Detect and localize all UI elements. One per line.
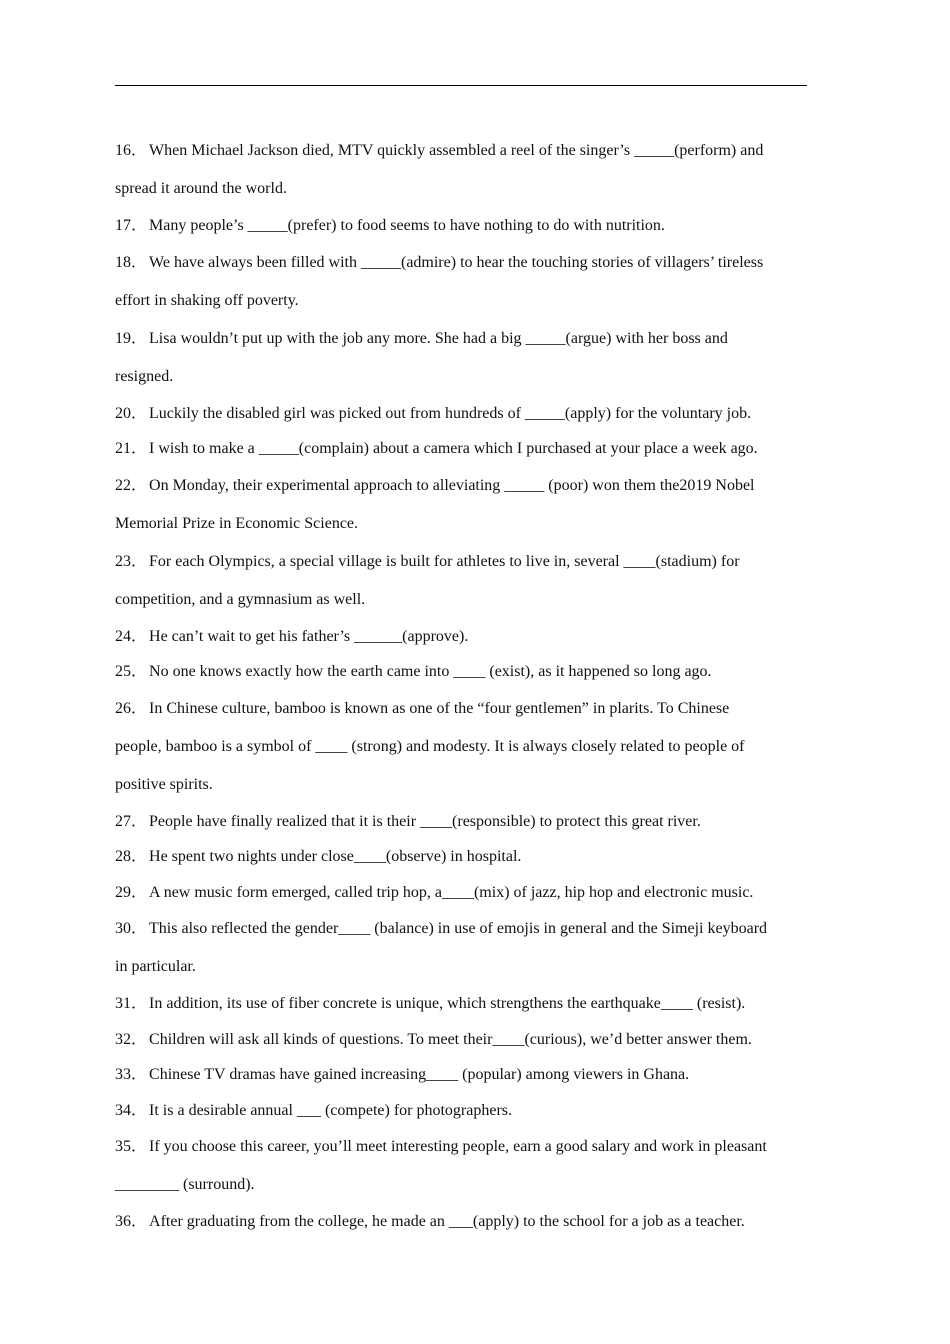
question-18: [115, 244, 815, 320]
question-text: effort in shaking off poverty.: [115, 291, 299, 309]
question-number: 21．: [115, 440, 148, 457]
question-17: [115, 208, 815, 244]
question-number: 35．: [115, 1138, 148, 1155]
question-number: 19．: [115, 329, 148, 347]
question-number: 31．: [115, 995, 148, 1012]
question-text: in particular.: [115, 958, 196, 975]
question-21: [115, 431, 815, 467]
question-text: Many people’s _____(prefer) to food seems to have nothing to do with nutrition.: [149, 217, 665, 234]
question-25: [115, 654, 815, 690]
question-number: 20．: [115, 404, 148, 422]
question-31: [115, 986, 815, 1022]
question-text: For each Olympics, a special village is built for athletes to live in, several ____(stadium) for: [149, 552, 740, 570]
question-text: When Michael Jackson died, MTV quickly assembled a reel of the singer’s _____(perform) and: [149, 142, 764, 159]
question-number: 17．: [115, 217, 148, 234]
question-text: On Monday, their experimental approach to alleviating _____ (poor) won them the2019 Nobel: [149, 476, 755, 494]
question-number: 25．: [115, 663, 148, 680]
question-text: No one knows exactly how the earth came into ____ (exist), as it happened so long ago.: [149, 663, 712, 680]
question-text: Children will ask all kinds of questions. To meet their____(curious), we’d better answer them.: [149, 1030, 752, 1048]
question-20: [115, 396, 815, 432]
question-text: People have finally realized that it is their ____(responsible) to protect this great river.: [149, 812, 701, 830]
question-text: A new music form emerged, called trip hop, a____(mix) of jazz, hip hop and electronic music.: [149, 883, 754, 901]
question-text: We have always been filled with _____(admire) to hear the touching stories of villagers’ tireless: [149, 253, 764, 271]
question-number: 30．: [115, 920, 148, 937]
question-text: Chinese TV dramas have gained increasing____ (popular) among viewers in Ghana.: [149, 1066, 690, 1083]
question-text: Memorial Prize in Economic Science.: [115, 514, 359, 532]
question-27: [115, 804, 815, 840]
question-number: 16．: [115, 142, 148, 159]
question-text: He can’t wait to get his father’s ______(approve).: [149, 627, 469, 645]
question-number: 29．: [115, 883, 148, 901]
question-text: competition, and a gymnasium as well.: [115, 590, 366, 608]
question-29: [115, 875, 815, 911]
question-text: I wish to make a _____(complain) about a camera which I purchased at your place a week ago.: [149, 440, 758, 457]
question-text: Luckily the disabled girl was picked out from hundreds of _____(apply) for the voluntary job.: [149, 404, 752, 422]
question-list: [115, 132, 815, 1240]
question-number: 33．: [115, 1066, 148, 1083]
question-text: If you choose this career, you’ll meet interesting people, earn a good salary and work in pleasant: [149, 1138, 767, 1155]
question-22: [115, 467, 815, 543]
question-text: spread it around the world.: [115, 180, 287, 197]
question-number: 23．: [115, 552, 148, 570]
question-text: In addition, its use of fiber concrete is unique, which strengthens the earthquake____ (resist).: [149, 995, 746, 1012]
question-36: [115, 1204, 815, 1240]
question-text: positive spirits.: [115, 775, 213, 793]
question-text: Lisa wouldn’t put up with the job any more. She had a big _____(argue) with her boss and: [149, 329, 728, 347]
question-text: It is a desirable annual ___ (compete) for photographers.: [149, 1101, 512, 1119]
question-26: [115, 690, 815, 804]
question-number: 28．: [115, 848, 148, 865]
question-19: [115, 320, 815, 396]
question-number: 26．: [115, 699, 148, 717]
question-34: [115, 1093, 815, 1129]
question-28: [115, 839, 815, 875]
question-number: 36．: [115, 1213, 148, 1230]
question-number: 22．: [115, 476, 148, 494]
question-text: After graduating from the college, he made an ___(apply) to the school for a job as a teacher.: [149, 1213, 745, 1230]
question-35: [115, 1128, 815, 1204]
question-text: He spent two nights under close____(observe) in hospital.: [149, 848, 522, 865]
question-number: 24．: [115, 627, 148, 645]
question-text: This also reflected the gender____ (balance) in use of emojis in general and the Simeji keyboard: [149, 920, 768, 937]
question-16: [115, 132, 815, 208]
question-text: In Chinese culture, bamboo is known as one of the “four gentlemen” in plarits. To Chinese: [149, 699, 730, 717]
question-number: 34．: [115, 1101, 148, 1119]
question-32: [115, 1022, 815, 1058]
question-number: 18．: [115, 253, 148, 271]
header-rule: [115, 85, 807, 86]
question-30: [115, 910, 815, 986]
question-text: people, bamboo is a symbol of ____ (strong) and modesty. It is always closely related to people of: [115, 737, 745, 755]
question-text: resigned.: [115, 367, 174, 385]
question-23: [115, 543, 815, 619]
question-text: ________ (surround).: [115, 1176, 255, 1193]
question-33: [115, 1057, 815, 1093]
question-number: 32．: [115, 1030, 148, 1048]
question-number: 27．: [115, 812, 148, 830]
question-24: [115, 619, 815, 655]
